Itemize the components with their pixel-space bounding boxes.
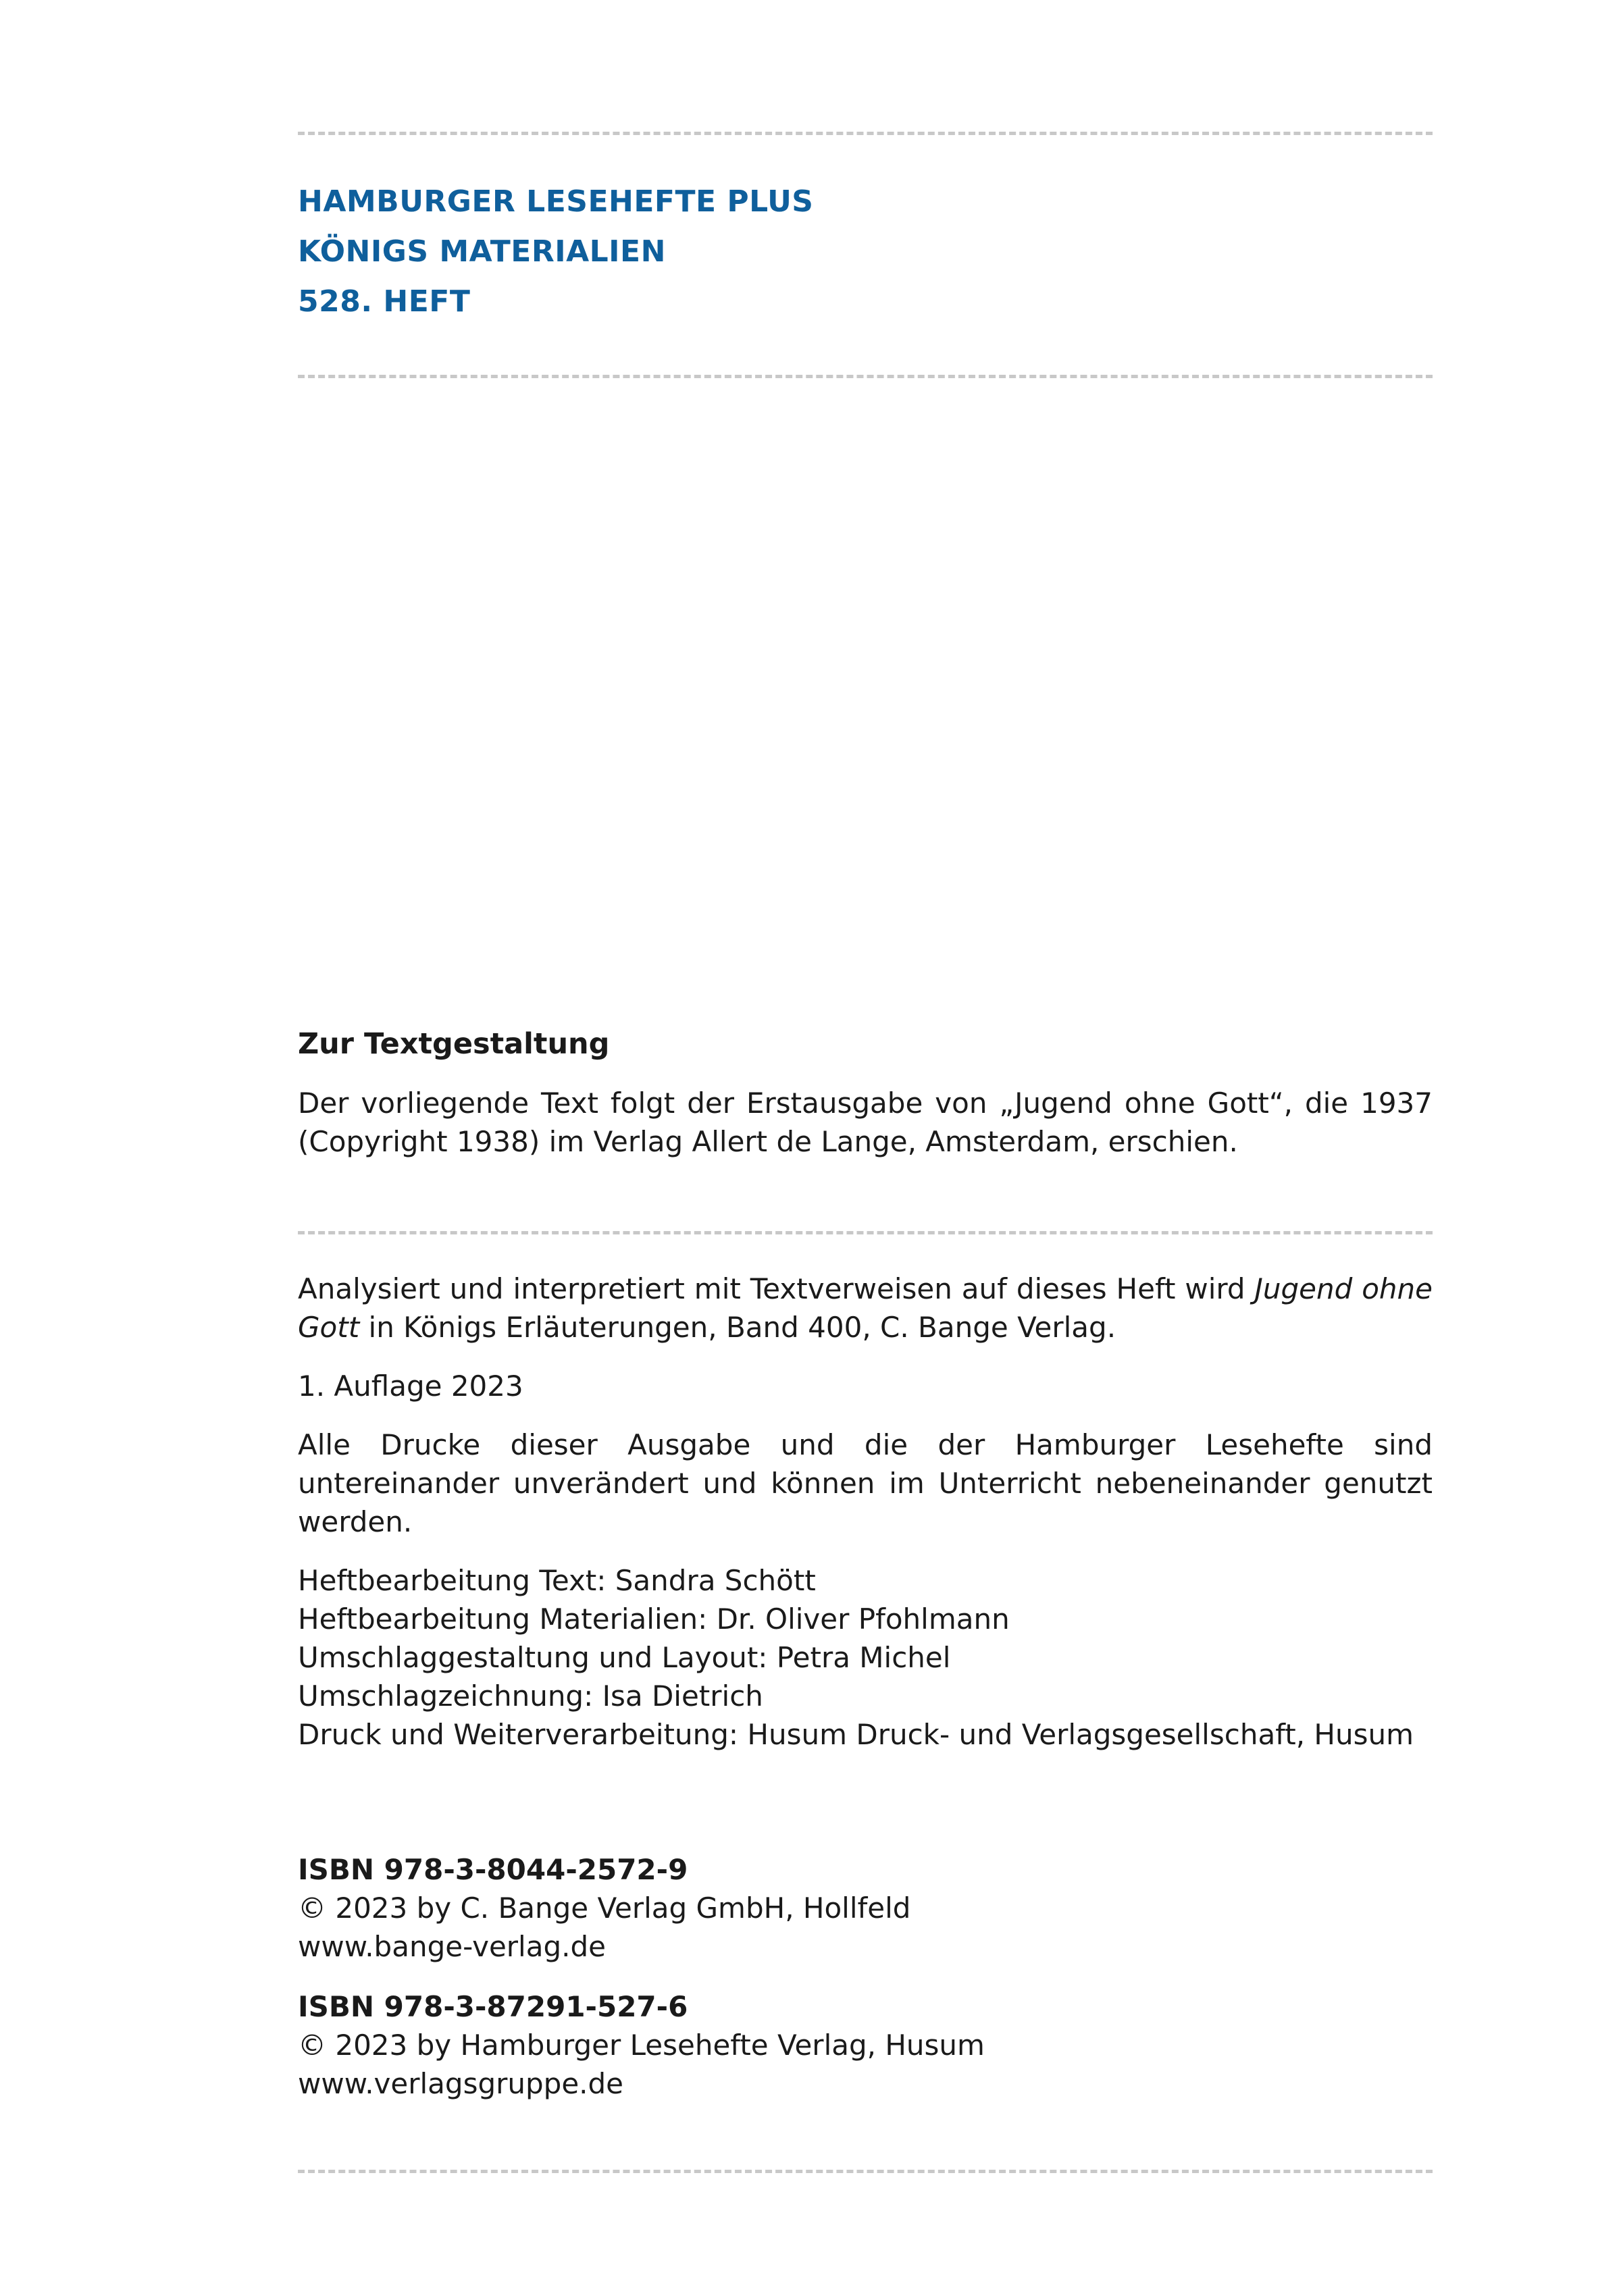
isbn-hamburger: ISBN 978-3-87291-527-6 bbox=[298, 1990, 688, 2023]
website-bange: www.bange-verlag.de bbox=[298, 1930, 606, 1963]
analysis-note bbox=[298, 1270, 1433, 1347]
edition: 1. Auflage 2023 bbox=[298, 1369, 523, 1403]
website-hamburger: www.verlagsgruppe.de bbox=[298, 2067, 624, 2100]
prints-note: Alle Drucke dieser Ausgabe und die der Hamburger Lesehefte sind untereinander unverändert und können im Unterricht nebeneinander genutzt werden. bbox=[298, 1428, 1433, 1538]
credit-line: Heftbearbeitung Materialien: Dr. Oliver Pfohlmann bbox=[298, 1602, 1010, 1636]
textgestaltung-section bbox=[298, 1025, 1433, 1161]
copyright-hamburger: © 2023 by Hamburger Lesehefte Verlag, Husum bbox=[298, 2029, 985, 2062]
divider-bottom bbox=[298, 2170, 1433, 2173]
credit-line: Druck und Weiterverarbeitung: Husum Druck- und Verlagsgesellschaft, Husum bbox=[298, 1718, 1414, 1751]
publisher-hamburger bbox=[298, 1987, 1433, 2103]
textgestaltung-text: Der vorliegende Text folgt der Erstausgabe von „Jugend ohne Gott“, die 1937 (Copyright 1938) im Verlag Allert de Lange, Amsterdam, erschien. bbox=[298, 1087, 1433, 1158]
series-subtitle: KÖNIGS MATERIALIEN bbox=[298, 234, 666, 269]
divider-top bbox=[298, 132, 1433, 135]
edition-section bbox=[298, 1270, 1433, 1754]
credits-list bbox=[298, 1561, 1433, 1754]
analysis-text-after: in Königs Erläuterungen, Band 400, C. Bange Verlag. bbox=[359, 1311, 1116, 1344]
credit-line: Umschlaggestaltung und Layout: Petra Michel bbox=[298, 1641, 951, 1674]
textgestaltung-heading: Zur Textgestaltung bbox=[298, 1027, 610, 1061]
credit-line: Umschlagzeichnung: Isa Dietrich bbox=[298, 1679, 763, 1713]
publisher-bange bbox=[298, 1850, 1433, 1966]
isbn-bange: ISBN 978-3-8044-2572-9 bbox=[298, 1853, 688, 1886]
analysis-text-before: Analysiert und interpretiert mit Textverweisen auf dieses Heft wird bbox=[298, 1272, 1255, 1305]
issue-number: 528. HEFT bbox=[298, 284, 471, 319]
divider-series bbox=[298, 375, 1433, 378]
book-title: Jugend ohne Gott bbox=[298, 1272, 1433, 1344]
credit-line: Heftbearbeitung Text: Sandra Schött bbox=[298, 1564, 816, 1597]
copyright-bange: © 2023 by C. Bange Verlag GmbH, Hollfeld bbox=[298, 1891, 911, 1925]
series-title: HAMBURGER LESEHEFTE PLUS bbox=[298, 184, 814, 219]
series-info bbox=[298, 177, 813, 327]
imprint-page bbox=[298, 0, 1433, 2296]
divider-middle bbox=[298, 1231, 1433, 1234]
